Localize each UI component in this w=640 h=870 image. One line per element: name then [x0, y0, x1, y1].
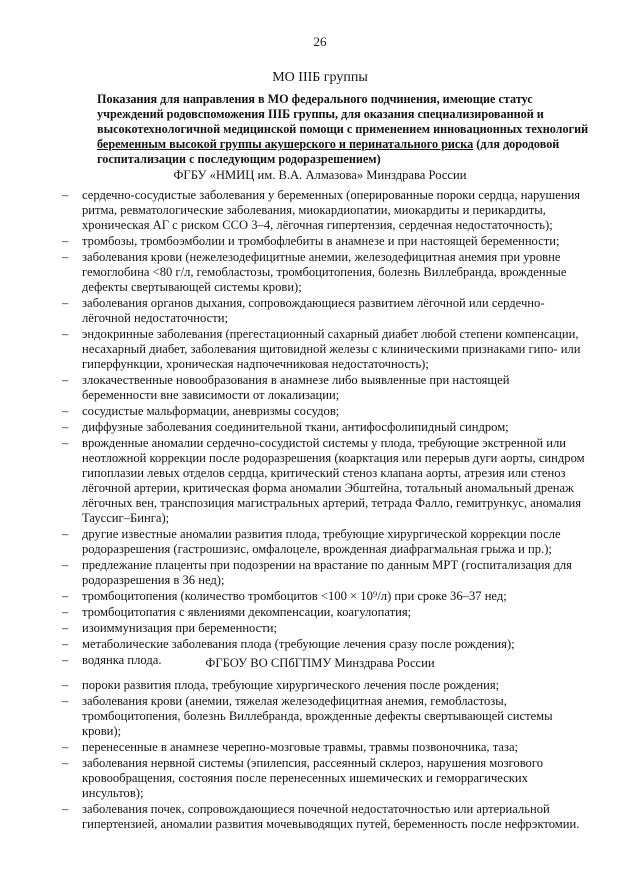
list-item-line: врожденные аномалии сердечно-сосудистой системы у плода, требующие экстренной или — [82, 436, 566, 450]
list-item — [62, 436, 610, 526]
organization-spbgpmu: ФГБОУ ВО СПбГПМУ Минздрава России — [205, 656, 435, 670]
list-item-line: метаболические заболевания плода (требующие лечения сразу после рождения); — [82, 637, 515, 651]
list-item-line: диффузные заболевания соединительной ткани, антифосфолипидный синдром; — [82, 420, 509, 434]
list-item — [62, 605, 610, 620]
list-item — [62, 327, 610, 372]
list-item-line: водянка плода. — [82, 653, 162, 667]
list-item — [62, 250, 610, 295]
bullet-dash: – — [62, 740, 69, 754]
list-item — [62, 420, 610, 435]
list-item-line: сосудистые мальформации, аневризмы сосудов; — [82, 404, 340, 418]
bullet-dash: – — [62, 420, 69, 434]
heading-line-rest: (для дородовой — [473, 137, 560, 151]
list-item-line: заболевания органов дыхания, сопровождающиеся развитием лёгочной или сердечно- — [82, 296, 545, 310]
list-item — [62, 637, 610, 652]
page-number: 26 — [313, 34, 327, 49]
organization-almazov: ФГБУ «НМИЦ им. В.А. Алмазова» Минздрава России — [173, 168, 467, 182]
list-item-line: гемоглобина <80 г/л, гемобластозы, тромбоцитопения, болезнь Виллебранда, врожденные — [82, 265, 567, 279]
heading-line: учреждений родовспоможения IIIБ группы, для оказания специализированной и — [97, 107, 544, 121]
heading-line: Показания для направления в МО федерального подчинения, имеющие статус — [97, 92, 533, 106]
list-item — [62, 756, 610, 801]
list-item-line: тромбоцитопения, болезнь Виллебранда, врожденные дефекты свертывающей системы — [82, 709, 553, 723]
bullet-dash: – — [62, 802, 69, 816]
list-item-line: кровообращения, состояния после перенесенных ишемических и геморрагических — [82, 771, 528, 785]
list-item-line: неотложной коррекции после родоразрешения (коарктация или перерыв дуги аорты, синдром — [82, 451, 585, 465]
spbgpmu-indications-list — [62, 678, 610, 833]
list-item-line: гипоплазии левых отделов сердца, критический стеноз клапана аорты, атрезия или стеноз — [82, 466, 566, 480]
bullet-dash: – — [62, 527, 69, 541]
list-item — [62, 234, 610, 249]
list-item — [62, 678, 610, 693]
list-item-line: другие известные аномалии развития плода, требующие хирургической коррекции после — [82, 527, 561, 541]
indications-heading — [97, 92, 601, 167]
list-item-line: эндокринные заболевания (прегестационный сахарный диабет любой степени компенсации, — [82, 327, 579, 341]
list-item-line: хроническая АГ с риском ССО 3–4, лёгочная гипертензия, сердечная недостаточность); — [82, 218, 553, 232]
list-item — [62, 802, 610, 832]
list-item — [62, 373, 610, 403]
list-item-line: гипертензией, аномалии развития мочевыводящих путей, беременность после нефрэктомии. — [82, 817, 580, 831]
list-item-line: гиперфункции, хроническая надпочечниковая недостаточность); — [82, 357, 429, 371]
list-item-line: тромбоцитопатия с явлениями декомпенсации, коагулопатия; — [82, 605, 412, 619]
heading-line — [97, 137, 601, 152]
mo-group-title: МО IIIБ группы — [272, 70, 368, 85]
list-item — [62, 404, 610, 419]
bullet-dash: – — [62, 678, 69, 692]
list-item-line: дефекты свертывающей системы крови); — [82, 280, 302, 294]
list-item — [62, 589, 610, 604]
list-item — [62, 621, 610, 636]
list-item — [62, 740, 610, 755]
bullet-dash: – — [62, 756, 69, 770]
almazov-indications-list — [62, 188, 610, 669]
bullet-dash: – — [62, 250, 69, 264]
bullet-dash: – — [62, 653, 69, 667]
heading-underlined-text: беременным высокой группы акушерского и перинатального риска — [97, 137, 474, 151]
list-item-line: Тауссиг–Бинга); — [82, 511, 170, 525]
list-item — [62, 694, 610, 739]
bullet-dash: – — [62, 404, 69, 418]
list-item-line: лёгочной недостаточности; — [82, 311, 228, 325]
heading-line: высокотехнологичной медицинской помощи с применением инновационных технологий — [97, 122, 589, 136]
bullet-dash: – — [62, 234, 69, 248]
list-item-line: крови); — [82, 724, 122, 738]
bullet-dash: – — [62, 296, 69, 310]
list-item-line: инсультов); — [82, 786, 144, 800]
bullet-dash: – — [62, 589, 69, 603]
list-item-line: перенесенные в анамнезе черепно-мозговые травмы, травмы позвоночника, таза; — [82, 740, 519, 754]
list-item-line: изоиммунизация при беременности; — [82, 621, 278, 635]
bullet-dash: – — [62, 436, 69, 450]
bullet-dash: – — [62, 621, 69, 635]
list-item-line: сердечно-сосудистые заболевания у беременных (оперированные пороки сердца, нарушения — [82, 188, 581, 202]
list-item-line: предлежание плаценты при подозрении на врастание по данным МРТ (госпитализация для — [82, 558, 572, 572]
list-item-line: несахарный диабет, заболевания щитовидной железы с клиническими признаками гипо- или — [82, 342, 581, 356]
bullet-dash: – — [62, 605, 69, 619]
list-item-line: тромбоцитопения (количество тромбоцитов <100 × 10⁹/л) при сроке 36–37 нед; — [82, 589, 507, 603]
list-item-line: злокачественные новообразования в анамнезе либо выявленные при настоящей — [82, 373, 510, 387]
bullet-dash: – — [62, 188, 69, 202]
list-item-line: лёгочных вен, транспозиция магистральных артерий, тетрада Фалло, гемитрункус, аномалия — [82, 496, 582, 510]
list-item — [62, 296, 610, 326]
list-item-line: родоразрешения (гастрошизис, омфалоцеле, врожденная диафрагмальная грыжа и пр.); — [82, 542, 552, 556]
list-item — [62, 188, 610, 233]
list-item-line: заболевания крови (анемии, тяжелая железодефицитная анемия, гемобластозы, — [82, 694, 507, 708]
list-item-line: родоразрешения в 36 нед); — [82, 573, 225, 587]
list-item-line: тромбозы, тромбоэмболии и тромбофлебиты в анамнезе и при настоящей беременности; — [82, 234, 560, 248]
list-item-line: заболевания почек, сопровождающиеся почечной недостаточностью или артериальной — [82, 802, 550, 816]
list-item-line: заболевания нервной системы (эпилепсия, рассеянный склероз, нарушения мозгового — [82, 756, 544, 770]
bullet-dash: – — [62, 694, 69, 708]
bullet-dash: – — [62, 373, 69, 387]
list-item-line: беременности вне зависимости от локализации; — [82, 388, 340, 402]
list-item — [62, 558, 610, 588]
list-item-line: лёгочной артерии, критическая форма аномалии Эбштейна, тотальный аномальный дренаж — [82, 481, 574, 495]
bullet-dash: – — [62, 558, 69, 572]
bullet-dash: – — [62, 637, 69, 651]
list-item-line: заболевания крови (нежелезодефицитные анемии, железодефицитная анемия при уровне — [82, 250, 561, 264]
bullet-dash: – — [62, 327, 69, 341]
list-item-line: пороки развития плода, требующие хирургического лечения после рождения; — [82, 678, 500, 692]
heading-line: госпитализации с последующим родоразрешением) — [97, 152, 381, 166]
list-item — [62, 527, 610, 557]
list-item-line: ритма, ревматологические заболевания, миокардиопатии, миокардиты и перикардиты, — [82, 203, 546, 217]
